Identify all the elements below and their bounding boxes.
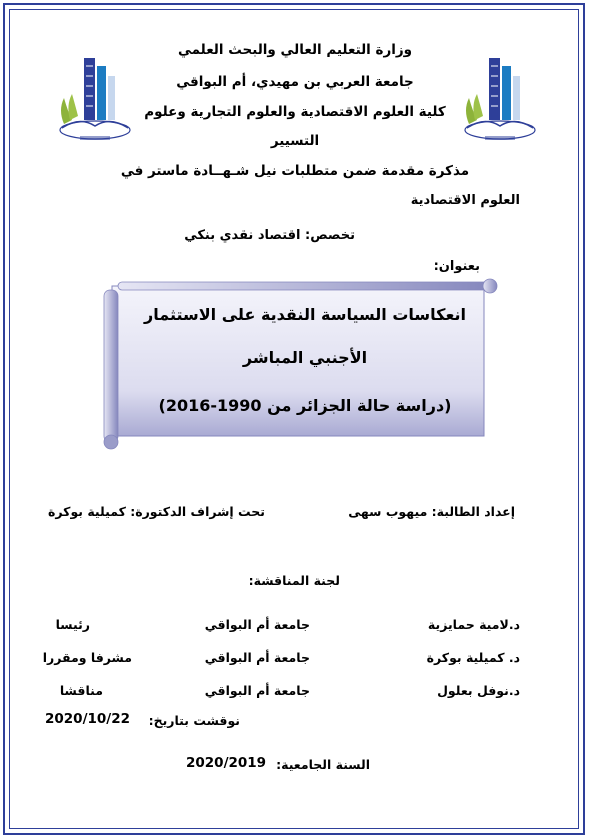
committee-member-role: مناقشا (59, 683, 103, 698)
thesis-purpose-line: مذكرة مقدمة ضمن متطلبات نيل شـهــادة ماستر في (120, 163, 470, 179)
faculty-line-continued: التسيير (270, 133, 320, 149)
committee-label: لجنة المناقشة: (248, 573, 340, 588)
committee-member-name: د. كميلية بوكرة (426, 650, 520, 665)
committee-member-role: مشرفا ومقررا (42, 650, 132, 665)
thesis-title-line3: (دراسة حالة الجزائر من 1990-2016) (158, 396, 452, 415)
committee-member-name: د.نوفل بعلول (437, 683, 520, 698)
thesis-title-line1: انعكاسات السياسة النقدية على الاستثمار (144, 305, 466, 324)
defense-date-value: 2020/10/22 (45, 711, 131, 727)
defense-date-label: نوقشت بتاريخ: (148, 713, 240, 728)
ministry-line: وزارة التعليم العالي والبحث العلمي (177, 42, 413, 58)
prepared-by: إعداد الطالبة: ميهوب سهى (348, 504, 515, 519)
academic-year-label: السنة الجامعية: (276, 757, 370, 772)
committee-member-role: رئيسا (55, 617, 90, 632)
committee-member-university: جامعة أم البواقي (204, 617, 310, 632)
academic-year-value: 2020/2019 (186, 755, 267, 771)
field-line: العلوم الاقتصادية (410, 193, 520, 208)
committee-member-university: جامعة أم البواقي (204, 650, 310, 665)
specialty-line: تخصص: اقتصاد نقدي بنكي (184, 228, 355, 243)
university-line: جامعة العربي بن مهيدي، أم البواقي (176, 74, 414, 90)
committee-member-name: د.لامية حمايزية (427, 617, 520, 632)
faculty-line: كلية العلوم الاقتصادية والعلوم التجارية وعلوم (144, 104, 446, 120)
committee-member-university: جامعة أم البواقي (204, 683, 310, 698)
thesis-title-line2: الأجنبي المباشر (242, 348, 368, 367)
title-label: بعنوان: (433, 259, 480, 274)
supervised-by: تحت إشراف الدكتورة: كميلية بوكرة (48, 504, 265, 519)
